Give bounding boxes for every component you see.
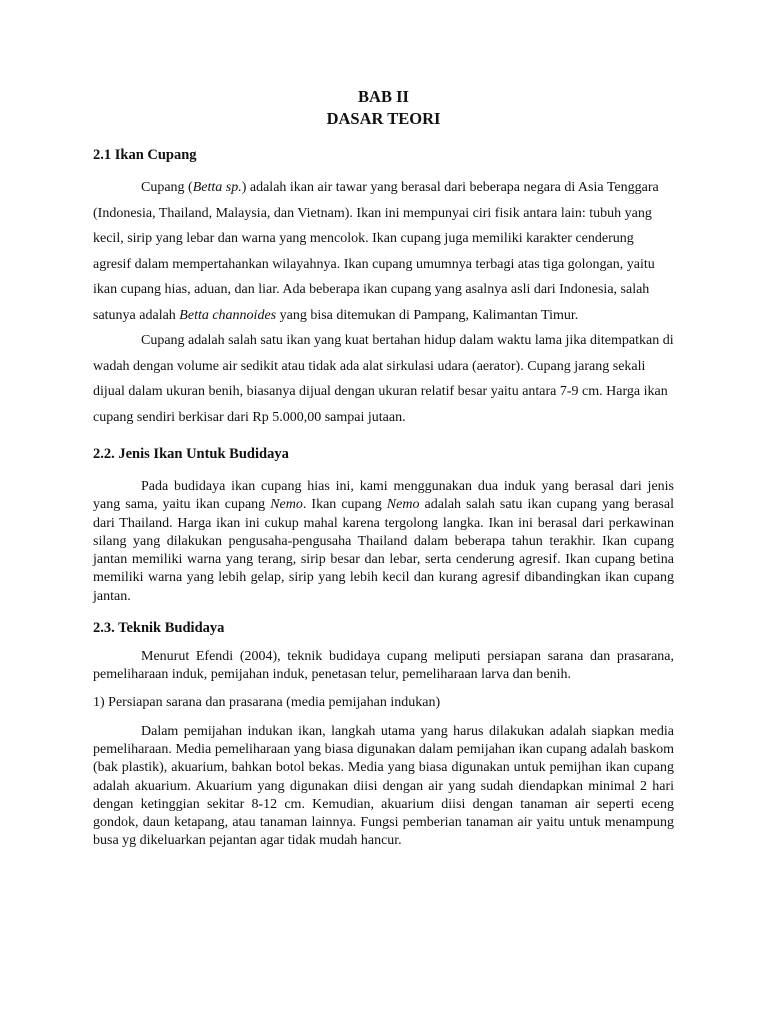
species-name: Betta channoides [179, 307, 277, 323]
chapter-title: DASAR TEORI [326, 109, 441, 128]
text-run: Cupang ( [141, 180, 193, 195]
paragraph-2-3-a: Menurut Efendi (2004), teknik budidaya cupang meliputi persiapan sarana dan prasarana, pemeliharaan induk, pemijahan induk, penetasan telur, pemeliharaan larva dan benih. [93, 649, 674, 683]
text-run: . Ikan cupang [302, 497, 387, 513]
chapter-label: BAB II [358, 87, 409, 106]
paragraph-2-2 [93, 478, 674, 606]
variety-name: Nemo [386, 497, 420, 513]
subheading-persiapan: 1) Persiapan sarana dan prasarana (media pemijahan indukan) [93, 694, 441, 710]
text-run: Pada budidaya ikan cupang hias ini, kami menggunakan dua induk yang berasal dari jenis yang sama, yaitu ikan cupang [93, 479, 674, 513]
variety-name: Nemo [270, 497, 303, 513]
species-name: Betta sp. [192, 180, 242, 195]
paragraph-2-1-b: Cupang adalah salah satu ikan yang kuat bertahan hidup dalam waktu lama jika ditempatkan di wadah dengan volume air sedikit atau tidak ada alat sirkulasi udara (aerator). Cupang jarang sekali dijual dalam ukuran benih, biasanya dijual dengan ukuran relatif besar yaitu antara 7-9 cm. Harga ikan cupang sendiri berkisar dari Rp 5.000,00 sampai jutaan. [93, 333, 674, 425]
text-run: adalah salah satu ikan cupang yang berasal dari Thailand. Harga ikan ini cukup mahal karena tergolong langka. Ikan ini berasal dari perkawinan silang yang dilakukan pengusaha-pengusaha Thailand dalam beberapa tahun terakhir. Ikan cupang jantan memiliki warna yang terang, sirip besar dan lebar, serta cenderung agresif. Ikan cupang betina memiliki warna yang lebih gelap, sirip yang lebih kecil dan kurang agresif dibandingkan ikan cupang jantan. [93, 497, 674, 604]
paragraph-2-1-a [93, 175, 674, 328]
paragraph-2-3-b: Dalam pemijahan indukan ikan, langkah utama yang harus dilakukan adalah siapkan media pemeliharaan. Media pemeliharaan yang biasa digunakan dalam pemijahan ikan cupang adalah baskom (bak plastik), akuarium, bahkan botol bekas. Media yang biasa digunakan untuk pemijhan ikan cupang adalah akuarium. Akuarium yang digunakan diisi dengan air yang sudah diendapkan minimal 2 hari dengan ketinggian sekitar 8-12 cm. Kemudian, akuarium diisi dengan tanaman air seperti eceng gondok, daun ketapang, atau tanaman lainnya. Fungsi pemberian tanaman air yaitu untuk menampung busa yg dikeluarkan pejantan agar tidak mudah hancur. [93, 723, 674, 849]
text-run: ) adalah ikan air tawar yang berasal dari beberapa negara di Asia Tenggara (Indonesia, Thailand, Malaysia, dan Vietnam). Ikan ini mempunyai ciri fisik antara lain: tubuh yang kecil, sirip yang lebar dan warna yang mencolok. Ikan cupang juga memiliki karakter cenderung agresif dalam mempertahankan wilayahnya. Ikan cupang umumnya terbagi atas tiga golongan, yaitu ikan cupang hias, aduan, dan liar. Ada beberapa ikan cupang yang asalnya asli dari Indonesia, salah satunya adalah [93, 180, 659, 323]
section-heading-2-3: 2.3. Teknik Budidaya [93, 620, 225, 637]
text-run: yang bisa ditemukan di Pampang, Kalimantan Timur. [276, 307, 579, 323]
section-heading-2-2: 2.2. Jenis Ikan Untuk Budidaya [93, 446, 289, 462]
section-heading-2-1: 2.1 Ikan Cupang [93, 147, 197, 163]
